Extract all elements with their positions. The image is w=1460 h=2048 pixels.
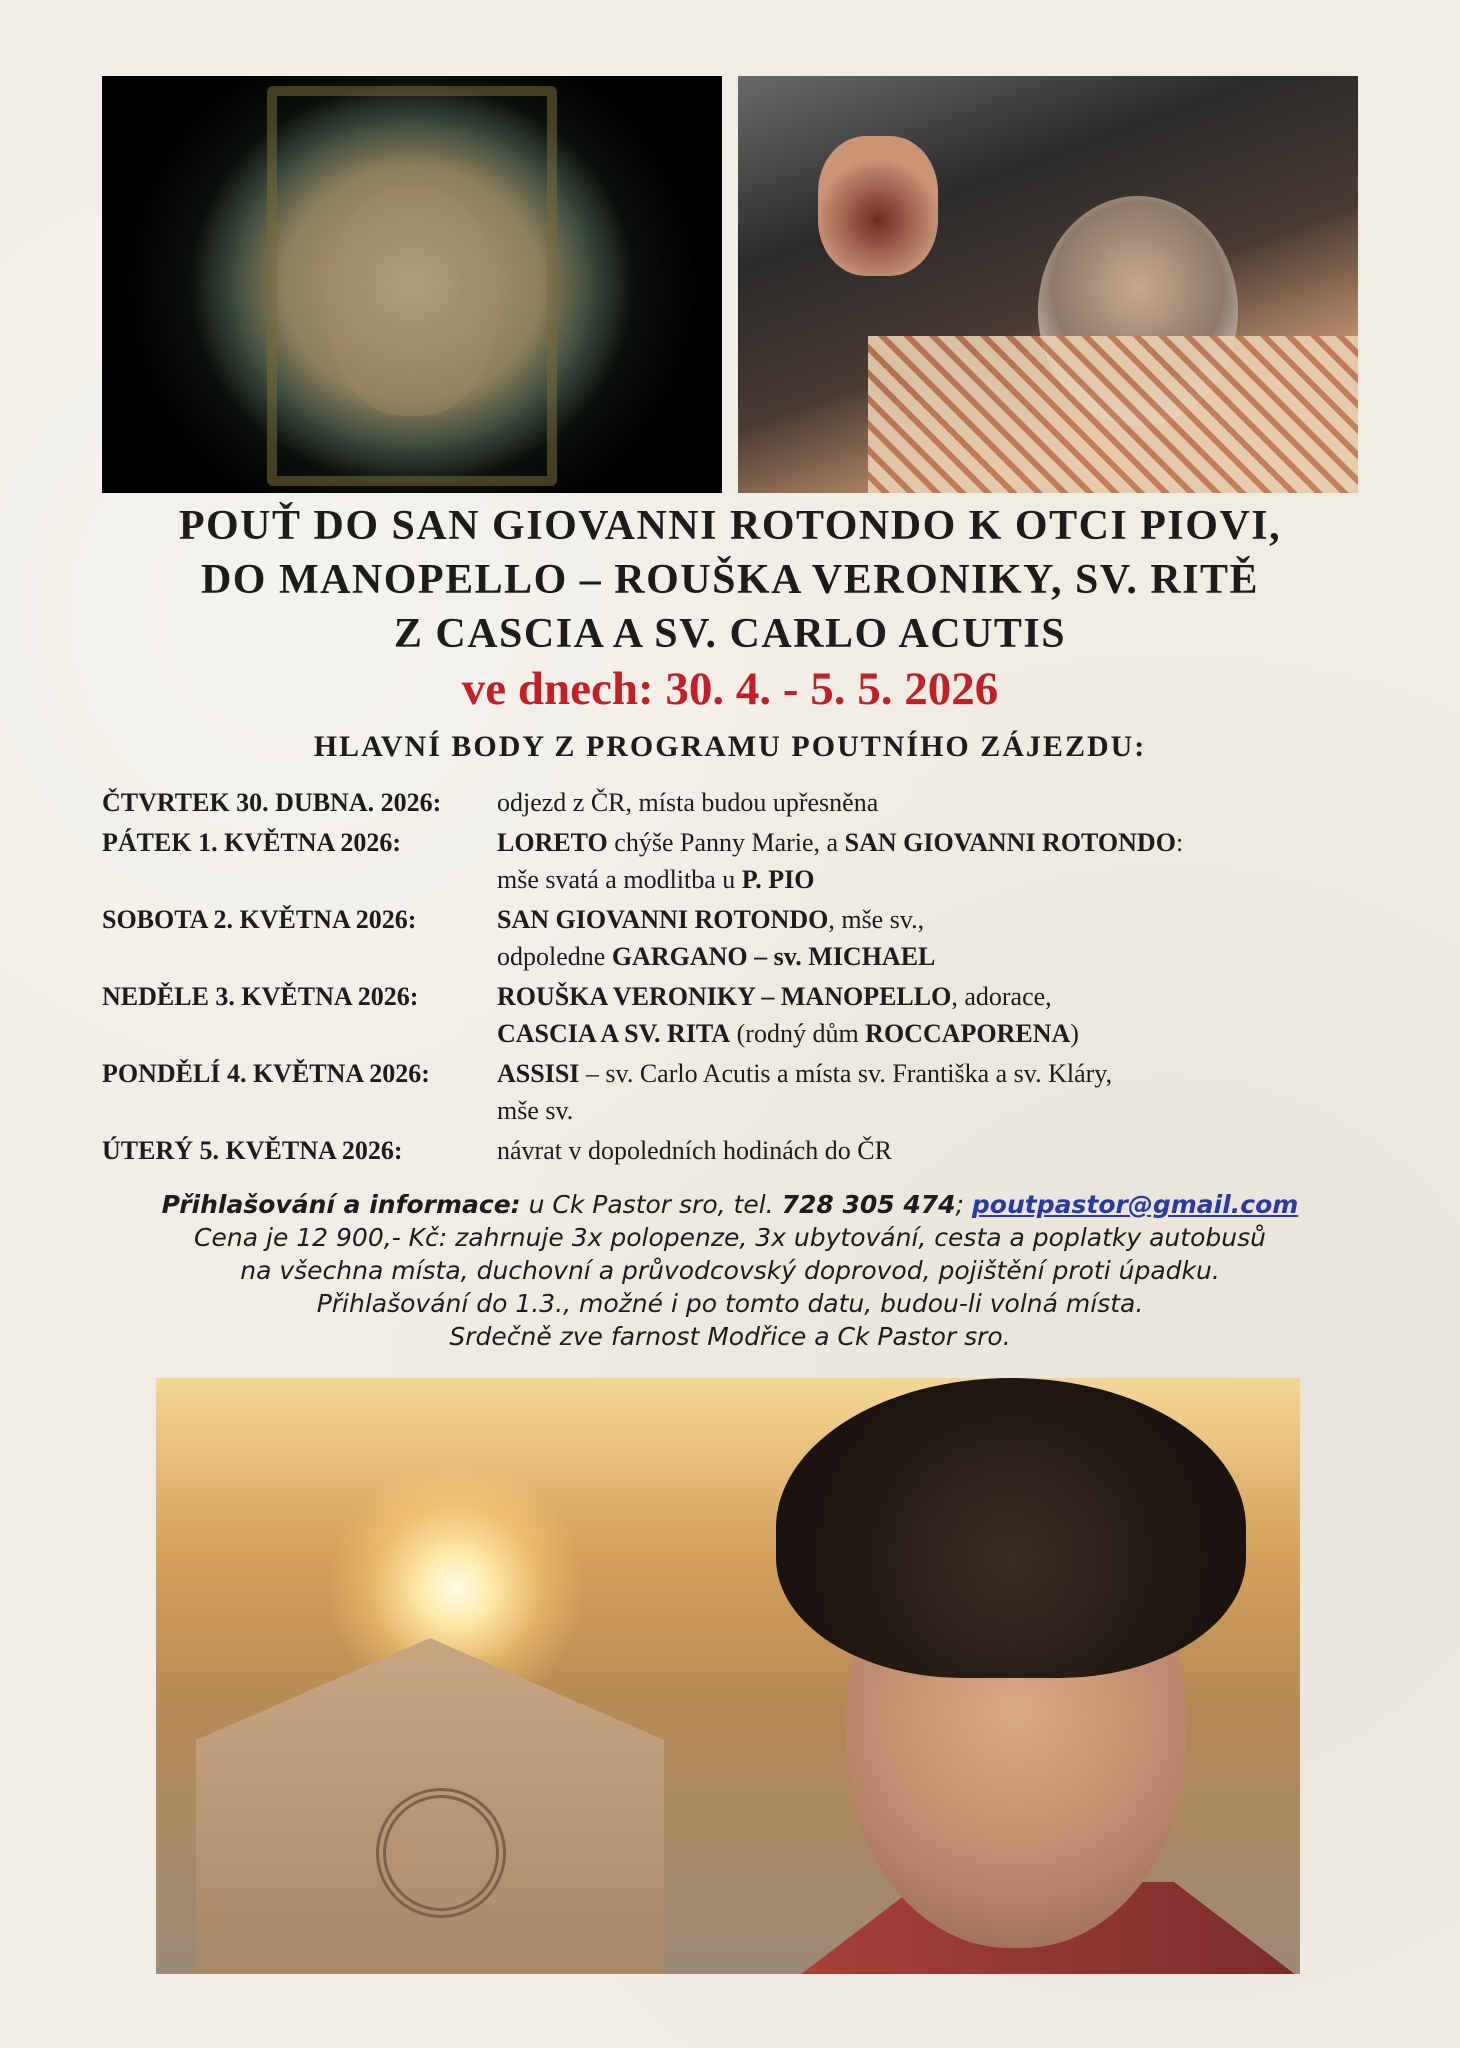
title-line-1: POUŤ DO SAN GIOVANNI ROTONDO K OTCI PIOVI, <box>178 503 1282 549</box>
invite-line: Srdečně zve farnost Modřice a Ck Pastor sro. <box>449 1322 1011 1351</box>
carlo-acutis-assisi-photo <box>156 1378 1300 1974</box>
schedule-text: návrat v dopoledních hodinách do ČR <box>497 1136 892 1165</box>
schedule-day: PONDĚLÍ 4. KVĚTNA 2026: <box>102 1059 430 1088</box>
schedule-day: PÁTEK 1. KVĚTNA 2026: <box>102 828 402 857</box>
place-name: SAN GIOVANNI ROTONDO <box>497 905 829 934</box>
schedule-text: mše svatá a modlitba u <box>497 865 742 894</box>
veil-face <box>327 186 497 416</box>
place-name: ASSISI <box>497 1059 580 1088</box>
raised-hand <box>818 136 938 276</box>
email-link[interactable]: poutpastor@gmail.com <box>971 1190 1299 1219</box>
schedule-description-line <box>497 1092 1362 1129</box>
signup-line <box>0 1188 1460 1221</box>
program-heading: HLAVNÍ BODY Z PROGRAMU POUTNÍHO ZÁJEZDU: <box>313 730 1147 763</box>
title-line-3: Z CASCIA A SV. CARLO ACUTIS <box>393 611 1067 657</box>
schedule-description-line <box>497 1055 1362 1092</box>
schedule-description-line <box>497 861 1362 898</box>
schedule-description <box>497 901 1362 975</box>
schedule-text: mše sv. <box>497 1096 574 1125</box>
schedule-description <box>497 978 1362 1052</box>
rose-window <box>376 1788 506 1918</box>
schedule-description-line <box>497 824 1362 861</box>
schedule-row <box>102 1055 1362 1129</box>
schedule-description-line <box>497 978 1362 1015</box>
info-block <box>0 1188 1460 1353</box>
schedule-row <box>102 1132 1362 1169</box>
place-name: CASCIA A SV. RITA <box>497 1019 731 1048</box>
title-line-2: DO MANOPELLO – ROUŠKA VERONIKY, SV. RITĚ <box>200 557 1260 603</box>
schedule-description-line <box>497 938 1362 975</box>
place-name: P. PIO <box>741 865 815 894</box>
place-name: SAN GIOVANNI ROTONDO <box>844 828 1176 857</box>
schedule-text: (rodný dům <box>730 1019 866 1048</box>
schedule-description <box>497 784 1362 821</box>
schedule-day: SOBOTA 2. KVĚTNA 2026: <box>102 905 417 934</box>
price-line-2: na všechna místa, duchovní a průvodcovský doprovod, pojištění proti úpadku. <box>240 1256 1220 1285</box>
schedule-text: odpoledne <box>497 942 612 971</box>
schedule-description-line <box>497 901 1362 938</box>
place-name: ROCCAPORENA <box>865 1019 1071 1048</box>
schedule-row <box>102 784 1362 821</box>
schedule-day: NEDĚLE 3. KVĚTNA 2026: <box>102 982 419 1011</box>
schedule-text: : <box>1175 828 1184 857</box>
padre-pio-photo <box>738 76 1358 493</box>
schedule-text: , mše sv., <box>828 905 925 934</box>
schedule-day: ÚTERÝ 5. KVĚTNA 2026: <box>102 1136 403 1165</box>
place-name: GARGANO – sv. MICHAEL <box>611 942 936 971</box>
schedule-description <box>497 824 1362 898</box>
schedule-row <box>102 901 1362 975</box>
schedule-text: odjezd z ČR, místa budou upřesněna <box>497 788 879 817</box>
schedule-description-line <box>497 784 1362 821</box>
date-line: ve dnech: 30. 4. - 5. 5. 2026 <box>461 663 999 715</box>
schedule-text: – sv. Carlo Acutis a místa sv. Františka a sv. Kláry, <box>579 1059 1113 1088</box>
schedule-text: , adorace, <box>951 982 1052 1011</box>
deadline-line: Přihlašování do 1.3., možné i po tomto datu, budou-li volná místa. <box>316 1289 1144 1318</box>
signup-label: Přihlašování a informace: <box>161 1190 521 1219</box>
signup-middle: u Ck Pastor sro, tel. <box>520 1190 782 1219</box>
place-name: ROUŠKA VERONIKY – MANOPELLO <box>497 982 952 1011</box>
place-name: LORETO <box>497 828 608 857</box>
schedule-description <box>497 1132 1362 1169</box>
schedule-text: ) <box>1070 1019 1079 1048</box>
schedule-description-line <box>497 1015 1362 1052</box>
schedule-row <box>102 978 1362 1052</box>
carlo-hair <box>776 1378 1246 1678</box>
schedule-text: chýše Panny Marie, a <box>607 828 845 857</box>
signup-separator: ; <box>955 1190 972 1219</box>
veil-of-manopello-photo <box>102 76 722 493</box>
schedule-description-line <box>497 1132 1362 1169</box>
price-line-1: Cena je 12 900,- Kč: zahrnuje 3x polopenze, 3x ubytování, cesta a poplatky autobusů <box>194 1223 1266 1252</box>
schedule-description <box>497 1055 1362 1129</box>
vestment <box>868 336 1358 493</box>
schedule-day: ČTVRTEK 30. DUBNA. 2026: <box>102 788 442 817</box>
phone-number: 728 305 474 <box>781 1190 956 1219</box>
schedule-row <box>102 824 1362 898</box>
schedule-list <box>102 784 1362 1169</box>
